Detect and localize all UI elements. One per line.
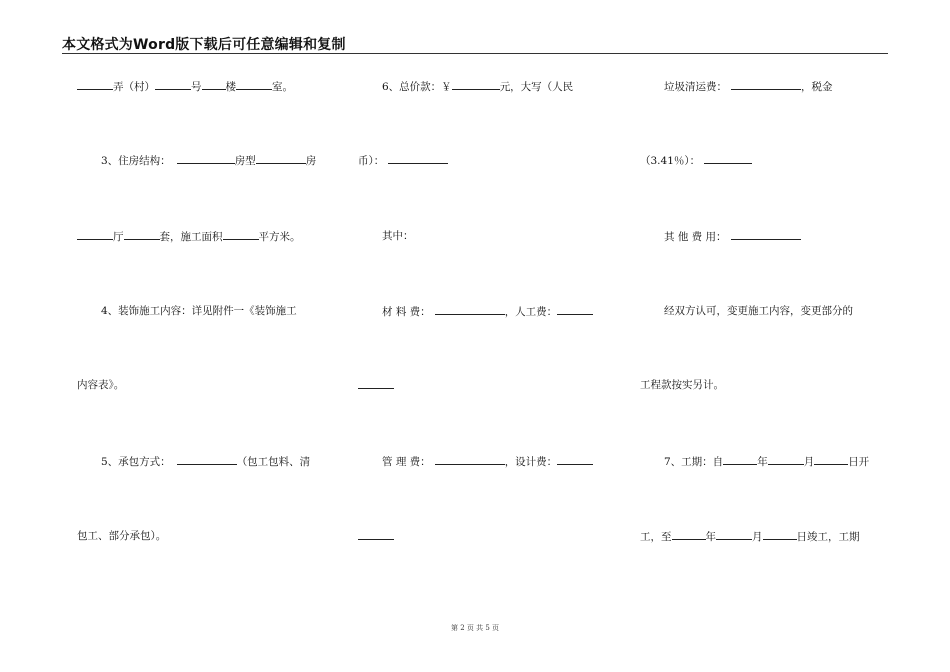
col1-line5: 内容表》。 (77, 379, 125, 391)
col3-line4: 经双方认可，变更施工内容，变更部分的 (664, 305, 853, 317)
text: 室。 (272, 81, 293, 93)
blank-field[interactable] (435, 304, 505, 315)
col1-line1 (77, 79, 293, 94)
blank-field[interactable] (388, 153, 448, 164)
col2-line7 (358, 529, 394, 544)
page-header-title: 本文格式为Word版下载后可任意编辑和复制 (62, 37, 346, 53)
col3-line3 (664, 229, 801, 244)
text: 房 (305, 155, 317, 167)
blank-field[interactable] (731, 79, 801, 90)
blank-field[interactable] (77, 229, 113, 240)
blank-field[interactable] (716, 529, 752, 540)
text: 7、工期：自 (664, 456, 724, 468)
text: 6、总价款：￥ (382, 81, 452, 93)
blank-field[interactable] (202, 79, 226, 90)
text: 套，施工面积 (159, 231, 223, 243)
text: 垃圾清运费： (664, 81, 727, 93)
col3-line7 (640, 529, 860, 544)
blank-field[interactable] (763, 529, 797, 540)
text: 管 理 费： (382, 456, 431, 468)
col2-line5 (358, 378, 394, 393)
text: （包工包料、清 (236, 456, 311, 468)
blank-field[interactable] (177, 454, 237, 465)
col2-line2 (358, 153, 448, 168)
text: （3.41％）： (640, 155, 701, 167)
blank-field[interactable] (672, 529, 706, 540)
text: 月 (752, 531, 763, 543)
blank-field[interactable] (358, 529, 394, 540)
text: 年 (705, 531, 716, 543)
text: 房型 (234, 155, 256, 167)
col1-line6 (101, 454, 310, 469)
col1-line7: 包工、部分承包）。 (77, 530, 167, 542)
text: 号 (191, 81, 202, 93)
blank-field[interactable] (155, 79, 191, 90)
blank-field[interactable] (557, 454, 593, 465)
col2-line3: 其中： (382, 230, 414, 242)
blank-field[interactable] (177, 153, 235, 164)
blank-field[interactable] (256, 153, 306, 164)
col2-line6 (382, 454, 593, 469)
text: ，设计费： (504, 456, 558, 468)
text: 弄（村） (113, 81, 155, 93)
header-divider (62, 53, 888, 54)
blank-field[interactable] (814, 454, 848, 465)
col3-line2 (640, 153, 752, 168)
blank-field[interactable] (77, 79, 113, 90)
text: 3、住房结构： (101, 155, 171, 167)
text: 工，至 (640, 531, 672, 543)
text: ，人工费： (504, 306, 558, 318)
blank-field[interactable] (435, 454, 505, 465)
col3-line6 (664, 454, 869, 469)
blank-field[interactable] (236, 79, 272, 90)
blank-field[interactable] (557, 304, 593, 315)
col1-line2 (101, 153, 316, 168)
text: 月 (803, 456, 815, 468)
col2-line4 (382, 304, 593, 319)
col3-line1 (664, 79, 833, 94)
text: ，税金 (801, 81, 833, 93)
col1-line3 (77, 229, 301, 244)
text: 日竣工，工期 (796, 531, 860, 543)
text: 日开 (848, 456, 870, 468)
col1-line4: 4、装饰施工内容：详见附件一《装饰施工 (101, 305, 297, 317)
text: 元，大写（人民 (499, 81, 574, 93)
col2-line1 (382, 79, 573, 94)
blank-field[interactable] (124, 229, 160, 240)
blank-field[interactable] (768, 454, 804, 465)
text: 楼 (225, 81, 236, 93)
text: 其 他 费 用： (664, 231, 727, 243)
text: 厅 (113, 231, 124, 243)
text: 平方米。 (258, 231, 301, 243)
blank-field[interactable] (223, 229, 259, 240)
text: 材 料 费： (382, 306, 431, 318)
col3-line5: 工程款按实另计。 (640, 379, 724, 391)
text: 币）： (358, 155, 385, 167)
blank-field[interactable] (731, 229, 801, 240)
blank-field[interactable] (723, 454, 757, 465)
text: 5、承包方式： (101, 456, 171, 468)
text: 年 (757, 456, 768, 468)
blank-field[interactable] (452, 79, 500, 90)
page-footer-number: 第 2 页 共 5 页 (450, 624, 500, 632)
blank-field[interactable] (704, 153, 752, 164)
blank-field[interactable] (358, 378, 394, 389)
